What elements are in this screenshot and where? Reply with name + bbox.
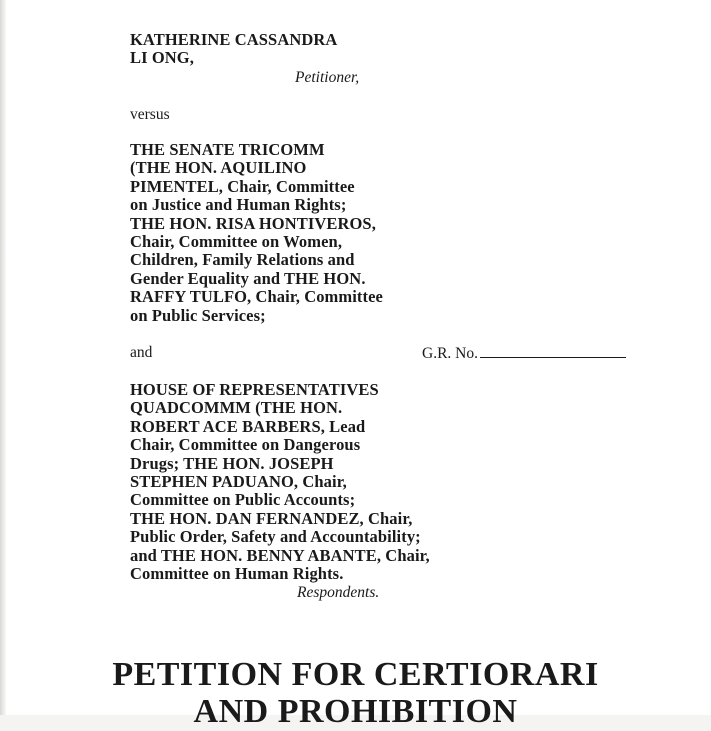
house-line: QUADCOMMM (THE HON. [130, 398, 343, 418]
house-line: Committee on Human Rights. [130, 564, 344, 584]
senate-line: on Public Services; [130, 305, 266, 325]
petitioner-name [130, 31, 337, 68]
petitioner-role: Petitioner, [295, 69, 360, 86]
senate-line: Gender Equality and THE HON. [130, 268, 366, 288]
senate-line: THE SENATE TRICOMM [130, 140, 325, 159]
senate-line: (THE HON. AQUILINO [130, 158, 307, 178]
senate-line: Children, Family Relations and [130, 250, 355, 270]
and-label: and [130, 344, 153, 361]
senate-line: PIMENTEL, Chair, Committee [130, 176, 355, 196]
gr-number-blank-line [480, 343, 626, 358]
petition-title-line-2: AND PROHIBITION [193, 693, 518, 730]
respondents-role: Respondents. [297, 584, 380, 601]
senate-respondents [130, 141, 383, 325]
petition-title-line-1: PETITION FOR CERTIORARI [112, 656, 599, 693]
petitioner-name-line: KATHERINE CASSANDRA [130, 30, 338, 49]
senate-line: THE HON. RISA HONTIVEROS, [130, 213, 376, 233]
house-respondents [130, 381, 430, 583]
house-line: Drugs; THE HON. JOSEPH [130, 453, 334, 473]
gr-number-field [422, 343, 626, 363]
house-line: STEPHEN PADUANO, Chair, [130, 472, 347, 492]
house-line: Chair, Committee on Dangerous [130, 435, 361, 455]
house-line: Committee on Public Accounts; [130, 490, 356, 510]
house-line: and THE HON. BENNY ABANTE, Chair, [130, 545, 430, 565]
house-line: HOUSE OF REPRESENTATIVES [130, 380, 379, 399]
house-line: THE HON. DAN FERNANDEZ, Chair, [130, 508, 413, 528]
house-line: ROBERT ACE BARBERS, Lead [130, 416, 366, 436]
senate-line: RAFFY TULFO, Chair, Committee [130, 287, 383, 307]
senate-line: on Justice and Human Rights; [130, 195, 347, 215]
petitioner-name-line: LI ONG, [130, 48, 194, 68]
versus-label: versus [130, 106, 170, 123]
senate-line: Chair, Committee on Women, [130, 232, 343, 252]
house-line: Public Order, Safety and Accountability; [130, 527, 421, 547]
gr-number-label: G.R. No. [422, 345, 478, 362]
page-edge-shadow [0, 0, 6, 715]
